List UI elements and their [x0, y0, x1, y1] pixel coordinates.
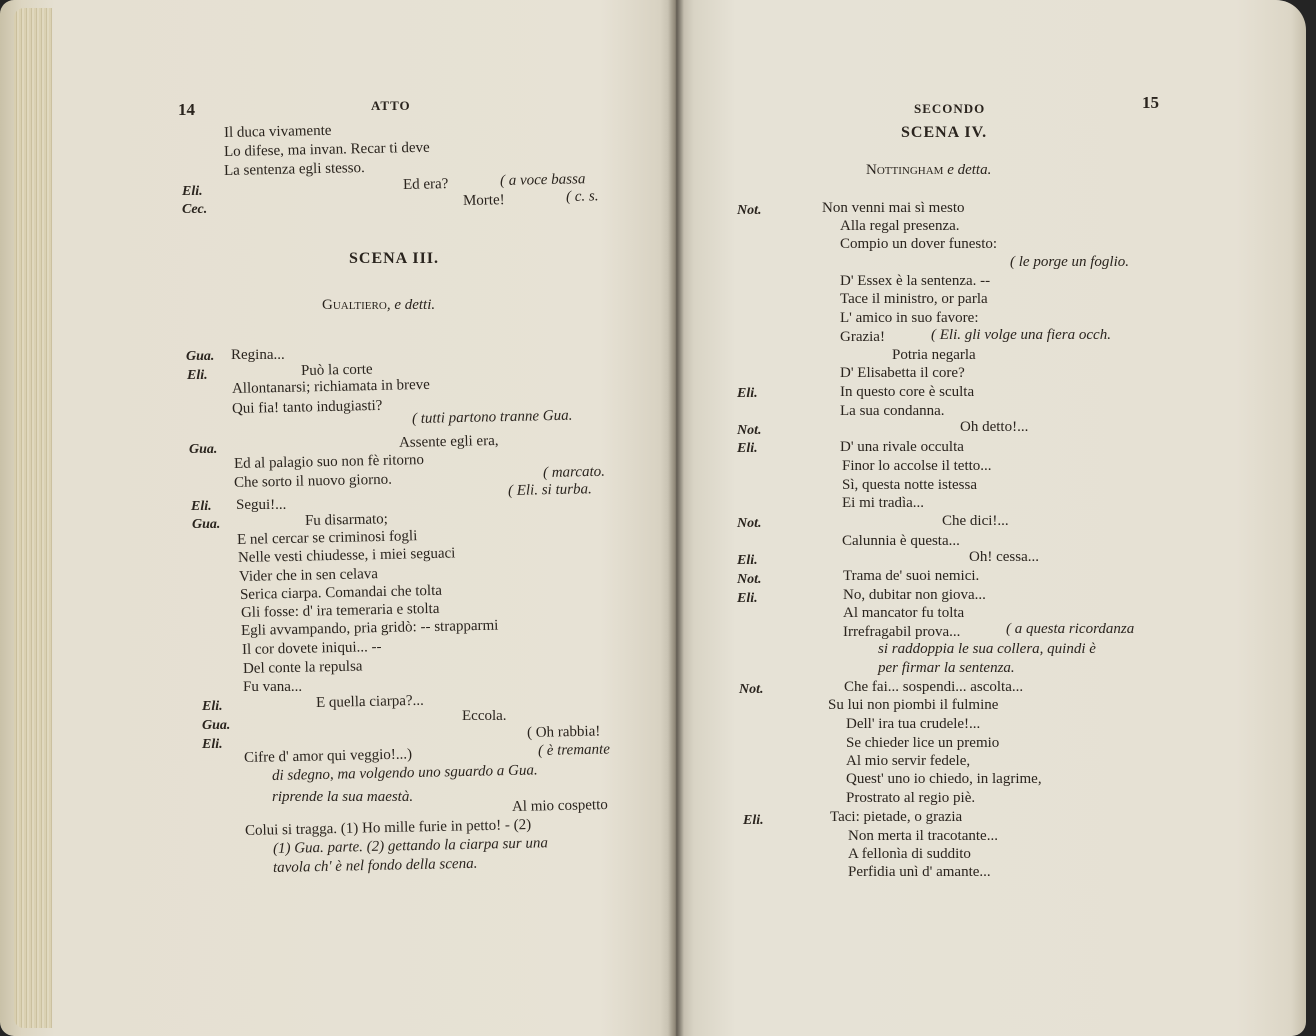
verse-line: D' Essex è la sentenza. --	[840, 273, 991, 289]
speaker-label: Eli.	[187, 368, 208, 383]
verse-line: Fu vana...	[243, 679, 303, 695]
verse-line: Al mio servir fedele,	[846, 753, 971, 769]
stage-direction: ( marcato.	[542, 463, 606, 481]
cast-rest: , e detti.	[386, 297, 436, 313]
verse-line: Alla regal presenza.	[840, 218, 960, 234]
speaker-label: Eli.	[182, 184, 203, 199]
speaker-label: Gua.	[202, 718, 231, 733]
cast-rest: e detta.	[943, 162, 992, 178]
verse-line: Allontanarsi; richiamata in breve	[231, 376, 430, 397]
stage-direction: per firmar la sentenza.	[878, 660, 1015, 676]
verse-line: Che dici!...	[942, 513, 1009, 529]
stage-direction: ( a questa ricordanza	[1006, 621, 1135, 637]
verse-line: Finor lo accolse il tetto...	[842, 458, 992, 474]
scene-title: SCENA IV.	[901, 124, 988, 141]
verse-line: L' amico in suo favore:	[840, 310, 979, 326]
verse-line: Taci: pietade, o grazia	[830, 809, 963, 825]
stage-direction: ( Eli. si turba.	[507, 481, 592, 499]
verse-line: Grazia!	[840, 329, 885, 345]
scene-title: SCENA III.	[349, 250, 440, 267]
stage-direction: ( le porge un foglio.	[1010, 254, 1130, 270]
verse-line: Lo difese, ma invan. Recar ti deve	[223, 139, 430, 160]
stage-direction: di sdegno, ma volgendo uno sguardo a Gua.	[271, 762, 538, 784]
speaker-label: Cec.	[182, 202, 208, 217]
verse-line: Perfidia unì d' amante...	[848, 864, 991, 880]
verse-line: Non merta il tracotante...	[848, 828, 998, 844]
verse-line: Il duca vivamente	[223, 122, 332, 141]
verse-line: Ei mi tradìa...	[842, 495, 925, 511]
verse-line: Non venni mai sì mesto	[822, 200, 965, 216]
verse-line: Serica ciarpa. Comandai che tolta	[239, 582, 443, 603]
running-head: ATTO	[371, 98, 411, 113]
footnote: (1) Gua. parte. (2) gettando la ciarpa sur una	[272, 835, 549, 857]
verse-line: Il cor dovete iniqui... --	[241, 639, 382, 658]
verse-line: Prostrato al regio piè.	[846, 790, 976, 806]
verse-line: Colui si tragga. (1) Ho mille furie in petto! - (2)	[244, 817, 532, 839]
speaker-label: Eli.	[737, 553, 758, 568]
verse-line: Può la corte	[300, 361, 373, 379]
speaker-label: Eli.	[191, 499, 212, 514]
speaker-label: Eli.	[737, 591, 758, 606]
verse-line: Compio un dover funesto:	[840, 236, 998, 252]
speaker-label: Eli.	[743, 813, 764, 828]
stage-direction: ( Eli. gli volge una fiera occh.	[931, 327, 1111, 343]
stage-direction: riprende la sua maestà.	[272, 789, 414, 805]
verse-line: La sentenza egli stesso.	[223, 160, 365, 179]
stage-direction: si raddoppia le sua collera, quindi è	[878, 641, 1096, 657]
page-number: 14	[178, 100, 195, 119]
verse-line: Quest' uno io chiedo, in lagrime,	[846, 771, 1042, 787]
verse-line: Qui fia! tanto indugiasti?	[231, 397, 383, 417]
verse-line: Assente egli era,	[398, 432, 499, 451]
page-stack-edge	[14, 8, 52, 1028]
stage-direction: ( Oh rabbia!	[526, 723, 601, 741]
speaker-label: Not.	[737, 423, 762, 438]
stage-direction: ( tutti partono tranne Gua.	[411, 407, 573, 427]
speaker-label: Eli.	[202, 699, 223, 714]
speaker-label: Not.	[737, 516, 762, 531]
verse-line: Morte!	[462, 192, 505, 209]
speaker-label: Not.	[737, 572, 762, 587]
speaker-label: Not.	[737, 203, 762, 218]
verse-line: Cifre d' amor qui veggio!...)	[243, 746, 413, 766]
verse-line: Al mancator fu tolta	[843, 605, 965, 621]
verse-line: Trama de' suoi nemici.	[843, 568, 980, 584]
verse-line: D' Elisabetta il core?	[840, 365, 965, 381]
stage-direction: ( a voce bassa	[499, 171, 586, 189]
verse-line: Dell' ira tua crudele!...	[846, 716, 981, 732]
speaker-label: Eli.	[202, 737, 223, 752]
verse-line: Potria negarla	[892, 347, 976, 363]
verse-line: Nelle vesti chiudesse, i miei seguaci	[237, 545, 456, 566]
stage-direction: ( c. s.	[565, 188, 599, 205]
verse-line: Oh! cessa...	[969, 549, 1039, 565]
speaker-label: Gua.	[186, 349, 215, 364]
verse-line: La sua condanna.	[840, 403, 945, 419]
verse-line: Fu disarmato;	[304, 511, 389, 529]
stage-direction: ( è tremante	[537, 741, 611, 759]
verse-line: Irrefragabil prova...	[843, 624, 961, 640]
verse-line: E quella ciarpa?...	[315, 692, 425, 711]
right-page	[676, 0, 1306, 1036]
cast-name: Gualtiero	[322, 297, 387, 313]
verse-line: Gli fosse: d' ira temeraria e stolta	[240, 600, 440, 621]
verse-line: Ed era?	[402, 176, 449, 193]
speaker-label: Eli.	[737, 441, 758, 456]
verse-line: Su lui non piombi il fulmine	[828, 697, 999, 713]
verse-line: A fellonìa di suddito	[848, 846, 971, 862]
book-gutter	[668, 0, 684, 1036]
verse-line: D' una rivale occulta	[840, 439, 964, 455]
cast-name: Nottingham	[866, 162, 944, 178]
verse-line: Tace il ministro, or parla	[840, 291, 988, 307]
scene-cast	[866, 161, 991, 179]
speaker-label: Not.	[739, 682, 764, 697]
verse-line: Sì, questa notte istessa	[842, 477, 977, 493]
verse-line: Che fai... sospendi... ascolta...	[844, 679, 1024, 695]
verse-line: Al mio cospetto	[511, 796, 608, 815]
speaker-label: Gua.	[189, 442, 218, 457]
speaker-label: Eli.	[737, 386, 758, 401]
verse-line: Del conte la repulsa	[242, 658, 363, 677]
verse-line: Che sorto il nuovo giorno.	[233, 471, 393, 491]
verse-line: No, dubitar non giova...	[843, 587, 986, 603]
verse-line: Regina...	[231, 347, 285, 363]
verse-line: Se chieder lice un premio	[846, 735, 1000, 751]
verse-line: Segui!...	[236, 497, 287, 513]
verse-line: Egli avvampando, pria gridò: -- strapparmi	[240, 617, 499, 639]
verse-line: Oh detto!...	[960, 419, 1029, 435]
running-head: SECONDO	[914, 101, 986, 116]
verse-line: In questo core è sculta	[840, 384, 975, 400]
verse-line: Calunnia è questa...	[842, 533, 960, 549]
page-number: 15	[1142, 93, 1159, 112]
speaker-label: Gua.	[192, 517, 221, 532]
verse-line: Eccola.	[462, 708, 507, 724]
verse-line: Ed al palagio suo non fè ritorno	[233, 452, 425, 472]
verse-line: E nel cercar se criminosi fogli	[236, 528, 418, 548]
footnote: tavola ch' è nel fondo della scena.	[272, 855, 478, 876]
verse-line: Vider che in sen celava	[238, 566, 379, 585]
scene-cast	[322, 296, 435, 314]
